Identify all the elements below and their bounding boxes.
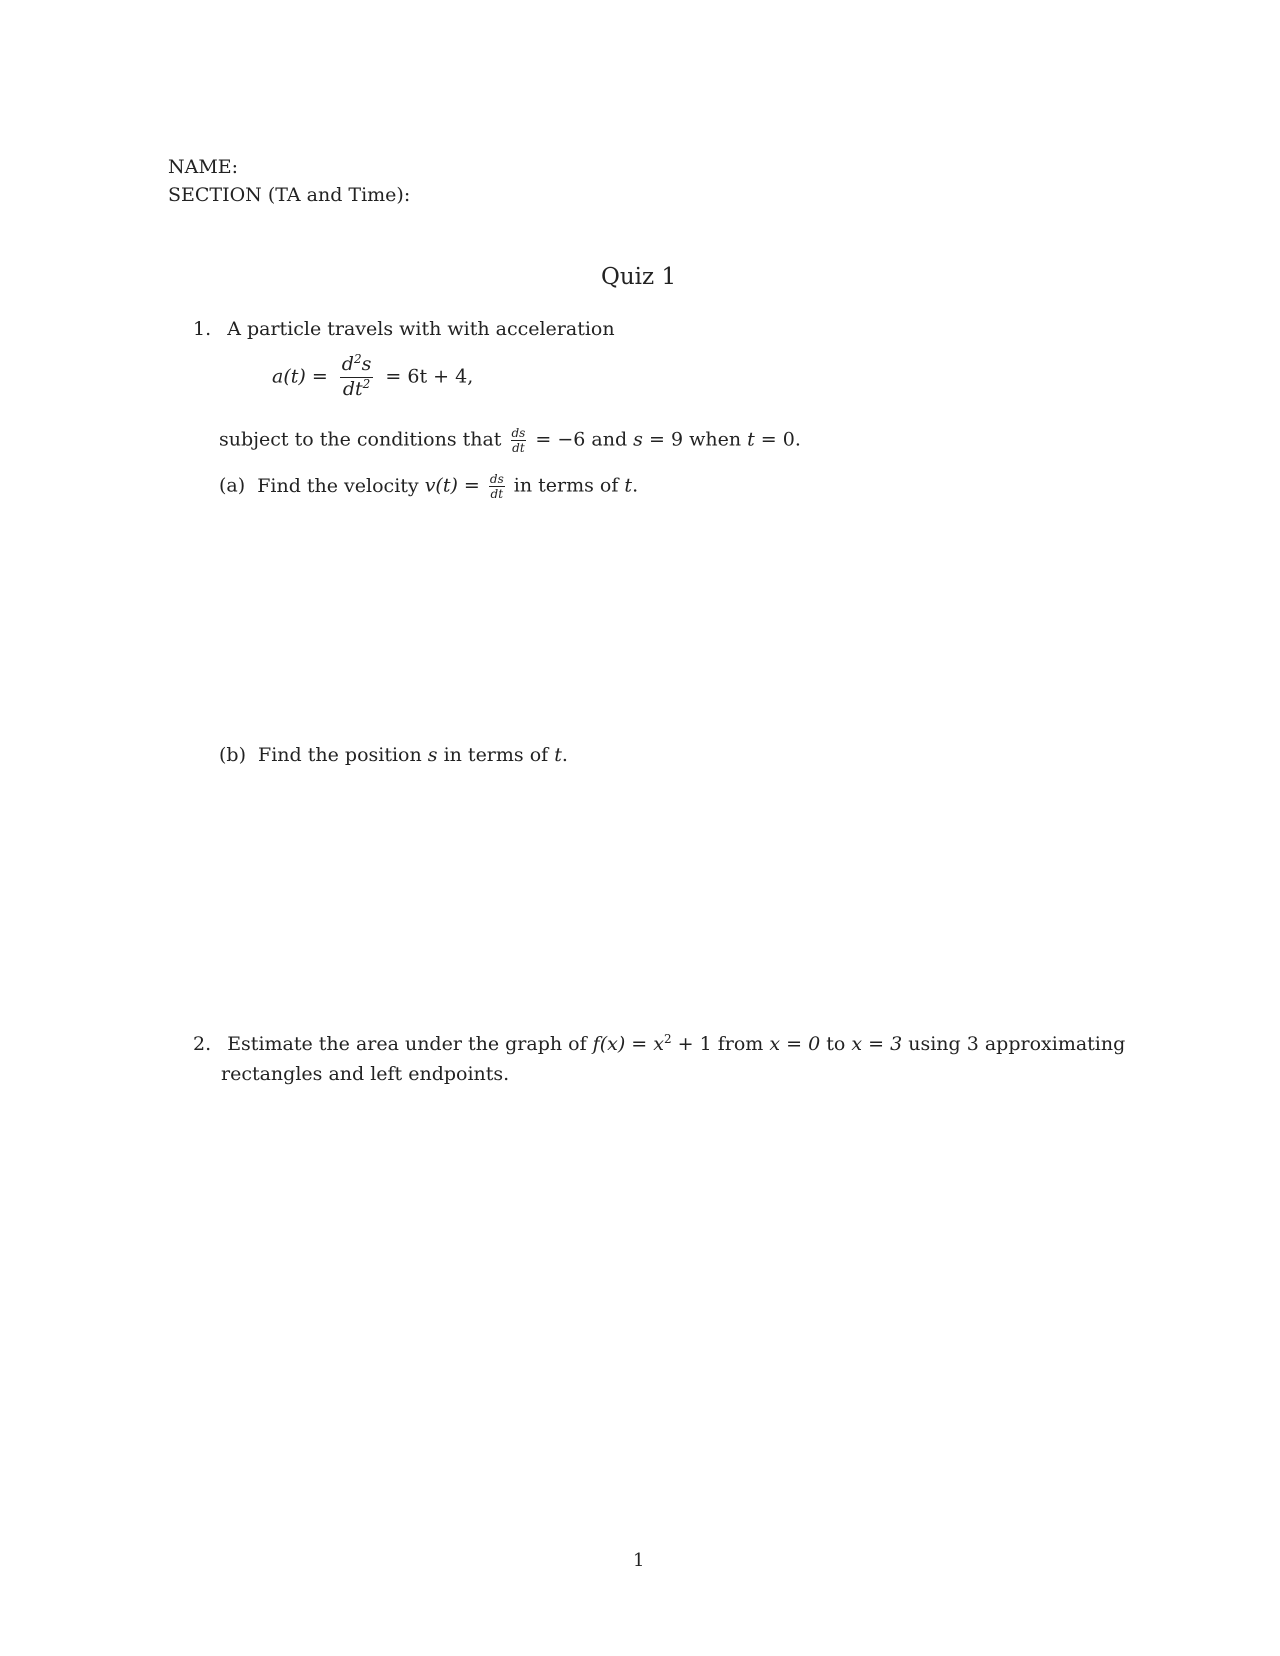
page-number: 1 bbox=[633, 1550, 645, 1571]
question-1-conditions: subject to the conditions that $\frac{ds}{dt}$ = −6 and s = 9 when t = 0. bbox=[219, 426, 801, 455]
second-derivative-fraction: $\frac{d^2s}{dt^2}$ bbox=[341, 352, 372, 400]
question-1-text: A particle travels with with acceleration bbox=[227, 318, 615, 340]
question-1a: (a) Find the velocity v(t) = $\frac{ds}{dt}$ in terms of t. bbox=[219, 472, 639, 501]
question-2-line-2: rectangles and left endpoints. bbox=[221, 1063, 510, 1085]
question-2-number: 2. bbox=[193, 1033, 212, 1055]
page-title: Quiz 1 bbox=[601, 264, 677, 290]
equation-rhs: = 6t + 4, bbox=[385, 365, 474, 388]
section-label: SECTION (TA and Time): bbox=[168, 184, 411, 206]
equation-lhs: a(t) = bbox=[272, 365, 328, 388]
question-1b: (b) Find the position s in terms of t. bbox=[219, 744, 568, 766]
question-2: 2. Estimate the area under the graph of $f(x) = x^2 + 1$ from x = 0 to x = 3 using 3 approximating bbox=[193, 1032, 1126, 1055]
name-label: NAME: bbox=[168, 156, 239, 178]
velocity-fraction: $\frac{ds}{dt}$ bbox=[489, 472, 504, 501]
ds-dt-fraction: $\frac{ds}{dt}$ bbox=[511, 426, 526, 455]
part-b-label: (b) bbox=[219, 744, 246, 766]
question-1-number: 1. bbox=[193, 318, 212, 340]
question-1 bbox=[193, 320, 615, 339]
question-1-equation bbox=[272, 352, 474, 400]
part-a-label: (a) bbox=[219, 474, 246, 497]
